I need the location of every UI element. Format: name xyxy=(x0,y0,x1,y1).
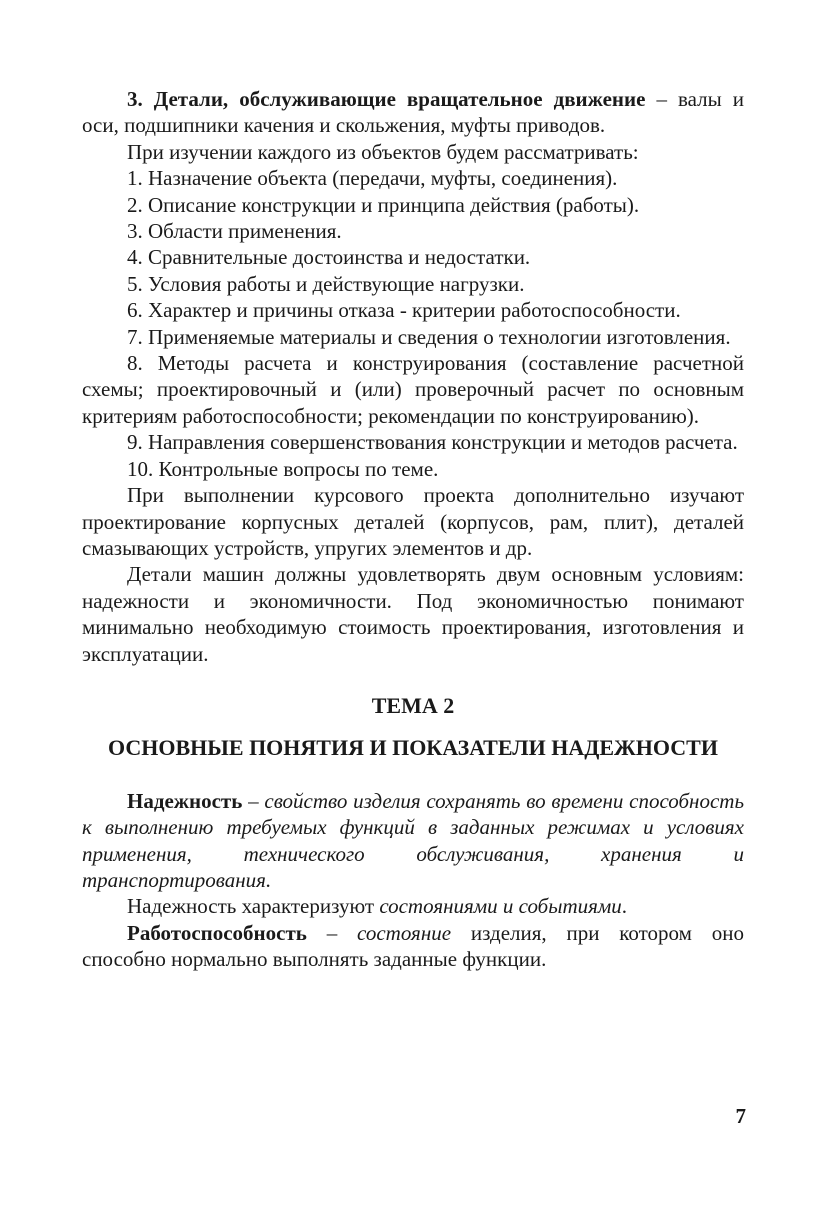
section3-title: 3. Детали, обслуживающие вращательное движение xyxy=(127,87,646,111)
study-intro: При изучении каждого из объектов будем рассматривать: xyxy=(127,139,639,164)
page-body xyxy=(82,86,744,973)
reliability-term: Надежность xyxy=(127,788,243,813)
operability-emph: состояние xyxy=(357,920,452,945)
reliability-definition-text: свойство изделия сохранять во времени способность к выполнению требуемых функций в заданных режимах и условиях применения, технического обслуживания, хранения и транспортирования. xyxy=(82,788,745,892)
study-item: 8. Методы расчета и конструирования (составление расчетной схемы; проектировочный и (или) проверочный расчет по основным критериям работоспособности; рекомендации по конструированию). xyxy=(82,351,744,428)
reliability-definition xyxy=(82,788,744,894)
study-item: 3. Области применения. xyxy=(127,219,342,244)
course-project-paragraph: При выполнении курсового проекта дополнительно изучают проектирование корпусных деталей (корпусов, рам, плит), деталей смазывающих устройств, упругих элементов и др. xyxy=(82,483,744,560)
reliability-char-text: Надежность характеризуют xyxy=(127,894,380,919)
operability-term: Работоспособность xyxy=(127,920,307,945)
reliability-characterization xyxy=(82,893,744,919)
page-number: 7 xyxy=(735,1104,746,1128)
study-item: 9. Направления совершенствования конструкции и методов расчета. xyxy=(127,430,738,455)
conditions-paragraph: Детали машин должны удовлетворять двум основным условиям: надежности и экономичности. Под экономичностью понимают минимально необходимую стоимость проектирования, изготовления и эксплуатации. xyxy=(82,562,744,666)
definitions-block xyxy=(82,788,744,973)
topic-title: ОСНОВНЫЕ ПОНЯТИЯ И ПОКАЗАТЕЛИ НАДЕЖНОСТИ xyxy=(108,735,718,761)
study-item: 6. Характер и причины отказа - критерии работоспособности. xyxy=(127,298,681,323)
operability-definition xyxy=(82,920,744,973)
reliability-char-end: . xyxy=(621,894,628,919)
study-item: 7. Применяемые материалы и сведения о технологии изготовления. xyxy=(127,324,731,349)
study-item: 2. Описание конструкции и принципа действия (работы). xyxy=(127,192,640,217)
study-item: 4. Сравнительные достоинства и недостатки. xyxy=(127,245,531,270)
operability-dash: – xyxy=(306,920,358,945)
study-item: 1. Назначение объекта (передачи, муфты, соединения). xyxy=(127,166,618,191)
study-item: 5. Условия работы и действующие нагрузки. xyxy=(127,271,525,296)
reliability-dash: – xyxy=(242,788,265,813)
topic-label: ТЕМА 2 xyxy=(371,692,455,718)
section3-rest: – валы и оси, подшипники качения и скольжения, муфты приводов. xyxy=(82,87,744,138)
section3-paragraph xyxy=(82,86,744,139)
study-item: 10. Контрольные вопросы по теме. xyxy=(127,456,439,481)
reliability-char-emph: состояниями и событиями xyxy=(379,894,622,919)
operability-rest: изделия, при котором оно способно нормально выполнять заданные функции. xyxy=(82,920,744,972)
